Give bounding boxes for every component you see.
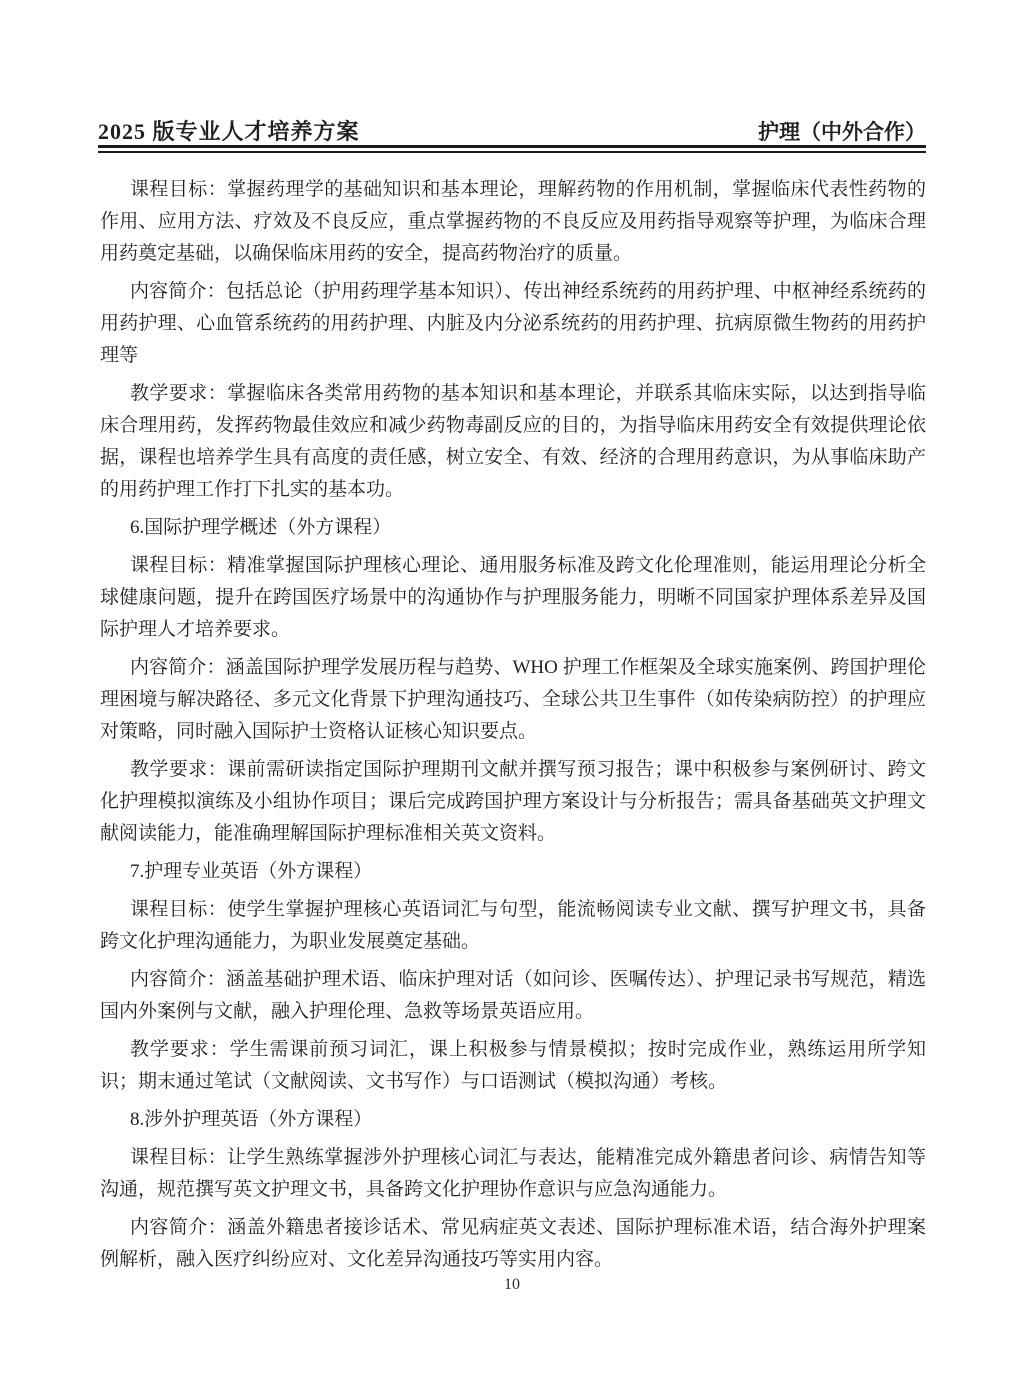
header-left-title: 2025 版专业人才培养方案 <box>98 119 360 144</box>
body-paragraph: 课程目标：让学生熟练掌握涉外护理核心词汇与表达，能精准完成外籍患者问诊、病情告知等沟通，规范撰写英文护理文书，具备跨文化护理协作意识与应急沟通能力。 <box>100 1147 926 1200</box>
body-paragraph: 课程目标：掌握药理学的基础知识和基本理论，理解药物的作用机制，掌握临床代表性药物的作用、应用方法、疗效及不良反应，重点掌握药物的不良反应及用药指导观察等护理，为临床合理用药奠定基础，以确保临床用药的安全，提高药物治疗的质量。 <box>100 179 926 264</box>
body-paragraph: 教学要求：课前需研读指定国际护理期刊文献并撰写预习报告；课中积极参与案例研讨、跨文化护理模拟演练及小组协作项目；课后完成跨国护理方案设计与分析报告；需具备基础英文护理文献阅读能力，能准确理解国际护理标准相关英文资料。 <box>100 759 926 844</box>
page-number: 10 <box>504 1276 520 1293</box>
body-paragraph: 教学要求：学生需课前预习词汇，课上积极参与情景模拟；按时完成作业，熟练运用所学知识；期末通过笔试（文献阅读、文书写作）与口语测试（模拟沟通）考核。 <box>100 1039 926 1092</box>
header-right-title: 护理（中外合作） <box>758 120 926 144</box>
body-paragraph: 内容简介：涵盖外籍患者接诊话术、常见病症英文表述、国际护理标准术语，结合海外护理案例解析，融入医疗纠纷应对、文化差异沟通技巧等实用内容。 <box>100 1217 926 1270</box>
body-paragraph: 教学要求：掌握临床各类常用药物的基本知识和基本理论，并联系其临床实际，以达到指导临床合理用药，发挥药物最佳效应和减少药物毒副反应的目的，为指导临床用药安全有效提供理论依据，课程也培养学生具有高度的责任感，树立安全、有效、经济的合理用药意识，为从事临床助产的用药护理工作打下扎实的基本功。 <box>100 383 926 500</box>
body-paragraph: 课程目标：精准掌握国际护理核心理论、通用服务标准及跨文化伦理准则，能运用理论分析全球健康问题，提升在跨国医疗场景中的沟通协作与护理服务能力，明晰不同国家护理体系差异及国际护理人才培养要求。 <box>100 555 926 640</box>
header-rule-thick-line <box>98 145 926 148</box>
document-body <box>100 174 926 1282</box>
page-header <box>98 118 926 146</box>
body-paragraph: 内容简介：包括总论（护用药理学基本知识）、传出神经系统药的用药护理、中枢神经系统药的用药护理、心血管系统药的用药护理、内脏及内分泌系统药的用药护理、抗病原微生物药的用药护理等 <box>100 281 926 366</box>
course-section-heading: 6.国际护理学概述（外方课程） <box>130 517 392 538</box>
course-section-heading: 8.涉外护理英语（外方课程） <box>130 1109 373 1130</box>
body-paragraph: 内容简介：涵盖国际护理学发展历程与趋势、WHO 护理工作框架及全球实施案例、跨国护理伦理困境与解决路径、多元文化背景下护理沟通技巧、全球公共卫生事件（如传染病防控）的护理应对策略，同时融入国际护士资格认证核心知识要点。 <box>100 657 926 742</box>
header-double-rule <box>98 145 926 153</box>
header-rule-thin-line <box>98 151 926 153</box>
body-paragraph: 课程目标：使学生掌握护理核心英语词汇与句型，能流畅阅读专业文献、撰写护理文书，具备跨文化护理沟通能力，为职业发展奠定基础。 <box>100 899 926 952</box>
page-footer <box>0 1276 1024 1294</box>
course-section-heading: 7.护理专业英语（外方课程） <box>130 861 373 882</box>
body-paragraph: 内容简介：涵盖基础护理术语、临床护理对话（如问诊、医嘱传达）、护理记录书写规范，精选国内外案例与文献，融入护理伦理、急救等场景英语应用。 <box>100 969 926 1022</box>
